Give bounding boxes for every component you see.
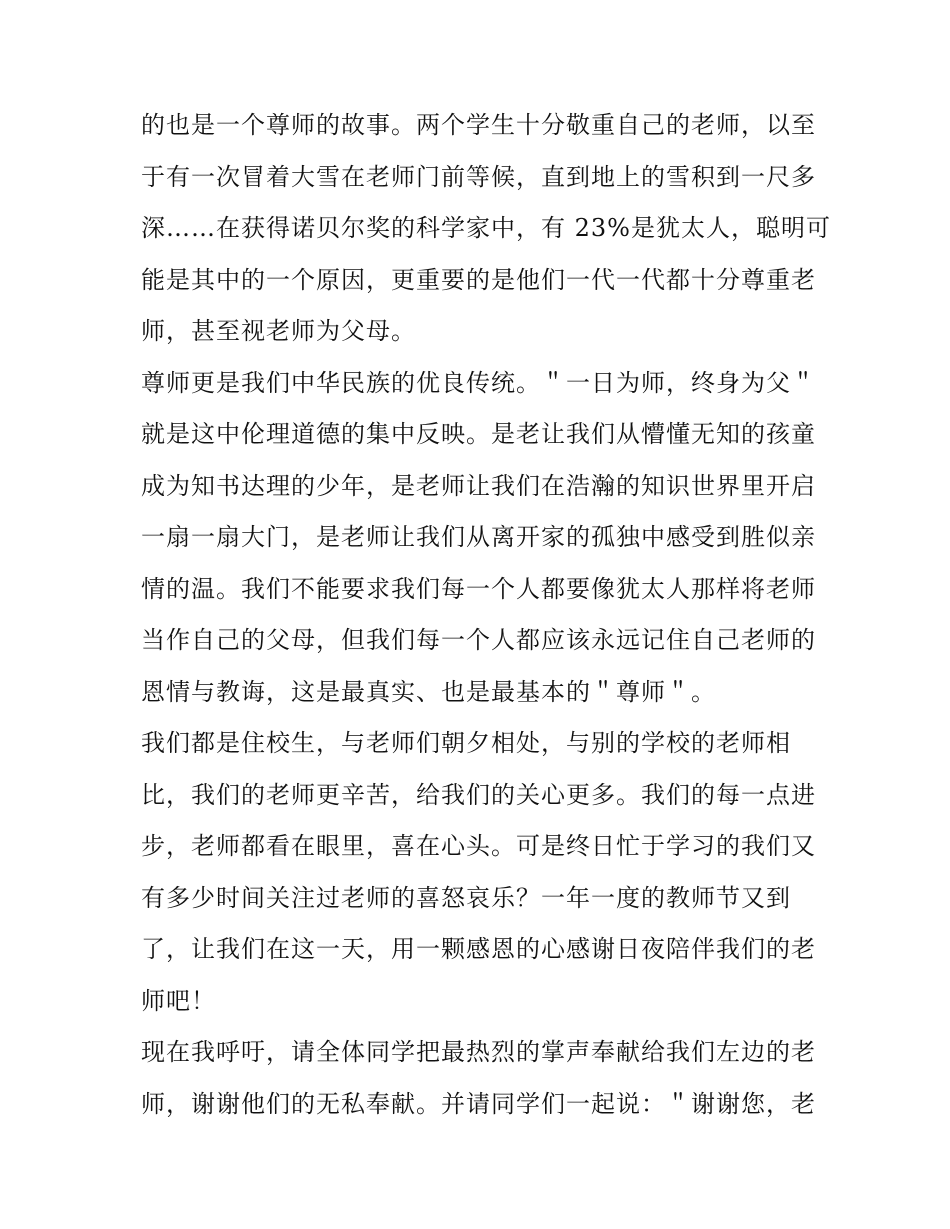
text-line: 就是这中伦理道德的集中反映。是老让我们从懵懂无知的孩童 <box>141 420 816 448</box>
text-line: 师吧！ <box>141 986 216 1015</box>
text-line: 深……在获得诺贝尔奖的科学家中，有 23%是犹太人，聪明可 <box>141 214 831 242</box>
text-line: 于有一次冒着大雪在老师门前等候，直到地上的雪积到一尺多 <box>141 162 816 191</box>
text-line: 师，甚至视老师为父母。 <box>141 317 416 345</box>
text-line: 现在我呼吁，请全体同学把最热烈的掌声奉献给我们左边的老 <box>141 1038 816 1066</box>
text-line: 比，我们的老师更辛苦，给我们的关心更多。我们的每一点进 <box>141 780 816 809</box>
body-text <box>141 100 831 1130</box>
text-line: 一扇一扇大门，是老师让我们从离开家的孤独中感受到胜似亲 <box>141 523 816 551</box>
text-line: 步，老师都看在眼里，喜在心头。可是终日忙于学习的我们又 <box>141 832 816 860</box>
text-line: 恩情与教诲，这是最真实、也是最基本的＂尊师＂。 <box>141 677 716 706</box>
text-line: 师，谢谢他们的无私奉献。并请同学们一起说：＂谢谢您，老 <box>141 1089 816 1118</box>
text-line: 有多少时间关注过老师的喜怒哀乐？一年一度的教师节又到 <box>141 883 791 912</box>
text-line: 尊师更是我们中华民族的优良传统。＂一日为师，终身为父＂ <box>141 368 816 397</box>
text-line: 当作自己的父母，但我们每一个人都应该永远记住自己老师的 <box>141 626 816 654</box>
text-line: 能是其中的一个原因，更重要的是他们一代一代都十分尊重老 <box>141 265 816 294</box>
text-line: 成为知书达理的少年，是老师让我们在浩瀚的知识世界里开启 <box>141 471 816 500</box>
text-line: 的也是一个尊师的故事。两个学生十分敬重自己的老师，以至 <box>141 111 816 139</box>
text-line: 情的温。我们不能要求我们每一个人都要像犹太人那样将老师 <box>141 574 816 603</box>
text-line: 我们都是住校生，与老师们朝夕相处，与别的学校的老师相 <box>141 729 791 757</box>
text-line: 了，让我们在这一天，用一颗感恩的心感谢日夜陪伴我们的老 <box>141 935 816 963</box>
